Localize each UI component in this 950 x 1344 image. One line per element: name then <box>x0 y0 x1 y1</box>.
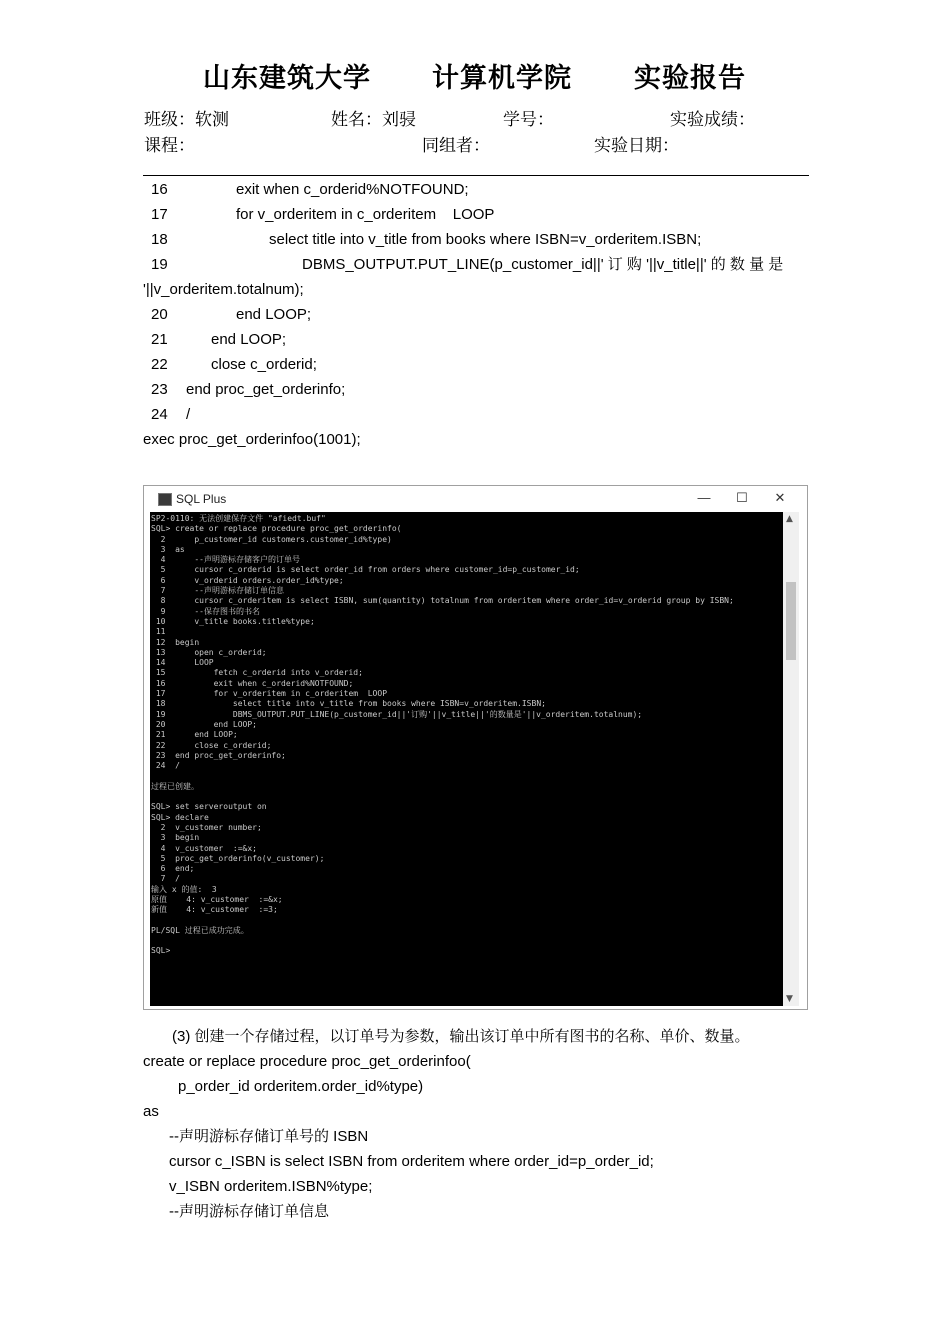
code-line: cursor c_ISBN is select ISBN from orderitem where order_id=p_order_id; <box>169 1153 654 1170</box>
close-icon[interactable]: ✕ <box>774 490 786 505</box>
date-field: 实验日期： <box>594 136 679 156</box>
minimize-icon[interactable]: — <box>697 490 711 505</box>
section-3-heading: (3) 创建一个存储过程，以订单号为参数，输出该订单中所有图书的名称、单价、数量。 <box>172 1028 750 1045</box>
line-number: 18 <box>151 231 168 248</box>
report-title: 实验报告 <box>634 63 746 94</box>
line-number: 20 <box>151 306 168 323</box>
line-number: 24 <box>151 406 168 423</box>
group-field: 同组者： <box>422 136 490 156</box>
code-line: v_ISBN orderitem.ISBN%type; <box>169 1178 373 1195</box>
scroll-up-arrow-icon[interactable]: ▲ <box>786 514 793 524</box>
code-line: select title into v_title from books where ISBN=v_orderitem.ISBN; <box>269 231 702 248</box>
code-line: end LOOP; <box>211 331 287 348</box>
code-line: end LOOP; <box>236 306 312 323</box>
window-edge <box>799 512 807 1006</box>
report-header <box>0 56 950 92</box>
name-field: 姓名：刘骎 <box>331 110 416 130</box>
console-output <box>150 512 783 1006</box>
code-line: end proc_get_orderinfo; <box>186 381 346 398</box>
score-field: 实验成绩： <box>670 110 755 130</box>
window-titlebar <box>144 486 807 512</box>
scrollbar-thumb[interactable] <box>786 582 796 660</box>
code-line: as <box>143 1103 159 1120</box>
code-line: --声明游标存储订单号的 ISBN <box>169 1128 369 1145</box>
sqlplus-app-icon <box>158 493 172 506</box>
line-number: 21 <box>151 331 168 348</box>
code-line: / <box>186 406 191 423</box>
header-divider <box>143 175 809 176</box>
line-number: 23 <box>151 381 168 398</box>
code-line: for v_orderitem in c_orderitem LOOP <box>236 206 495 223</box>
window-title: SQL Plus <box>176 492 227 506</box>
sqlplus-window-screenshot <box>143 485 808 1010</box>
university-name: 山东建筑大学 <box>203 63 371 94</box>
maximize-icon[interactable]: ☐ <box>736 490 748 505</box>
code-line: exit when c_orderid%NOTFOUND; <box>236 181 469 198</box>
console-text: SP2-0110: 无法创建保存文件 "afiedt.buf" SQL> create or replace procedure proc_get_orderinfo( 2 p_customer_id customers.customer_id%type) 3 as 4 --声明游标存储客户的订单号 5 cursor c_orderid is select order_id from orders where customer_id=p_customer_id; 6 v_orderid orders.order_id%type; 7 --声明游标存储订单信息 8 cursor c_orderitem is select ISBN, sum(quantity) totalnum from orderitem where order_id=v_orderid group by ISBN; 9 --保存图书的书名 10 v_title books.title%type; 11 12 begin 13 open c_orderid; 14 LOOP 15 fetch c_orderid into v_orderid; 16 exit when c_orderid%NOTFOUND; 17 for v_orderitem in c_orderitem LOOP 18 select title into v_title from books where ISBN=v_orderitem.ISBN; 19 DBMS_OUTPUT.PUT_LINE(p_customer_id||'订购'||v_title||'的数量是'||v_orderitem.totalnum); 20 end LOOP; 21 end LOOP; 22 close c_orderid; 23 end proc_get_orderinfo; 24 / 过程已创建。 SQL> set serveroutput on SQL> declare 2 v_customer number; 3 begin 4 v_customer :=&x; 5 proc_get_orderinfo(v_customer); 6 end; 7 / 输入 x 的值: 3 原值 4: v_customer :=&x; 新值 4: v_customer :=3; PL/SQL 过程已成功完成。 SQL> <box>151 514 734 956</box>
line-number: 19 <box>151 256 168 273</box>
class-field: 班级：软测 <box>144 110 229 130</box>
code-line: create or replace procedure proc_get_orderinfoo( <box>143 1053 471 1070</box>
code-line: p_order_id orderitem.order_id%type) <box>178 1078 424 1095</box>
code-line: --声明游标存储订单信息 <box>169 1203 329 1220</box>
student-id-field: 学号： <box>503 110 554 130</box>
code-listing-top <box>0 177 950 477</box>
exec-line: exec proc_get_orderinfoo(1001); <box>143 431 361 448</box>
line-number: 22 <box>151 356 168 373</box>
console-scrollbar[interactable] <box>783 512 799 1006</box>
line-number: 16 <box>151 181 168 198</box>
scroll-down-arrow-icon[interactable]: ▼ <box>786 994 793 1004</box>
course-field: 课程： <box>144 136 195 156</box>
code-line: DBMS_OUTPUT.PUT_LINE(p_customer_id||' 订 购 '||v_title||' 的 数 量 是 <box>302 256 784 273</box>
code-line: close c_orderid; <box>211 356 317 373</box>
line-number: 17 <box>151 206 168 223</box>
college-name: 计算机学院 <box>432 63 572 94</box>
code-line-continued: '||v_orderitem.totalnum); <box>143 281 304 298</box>
